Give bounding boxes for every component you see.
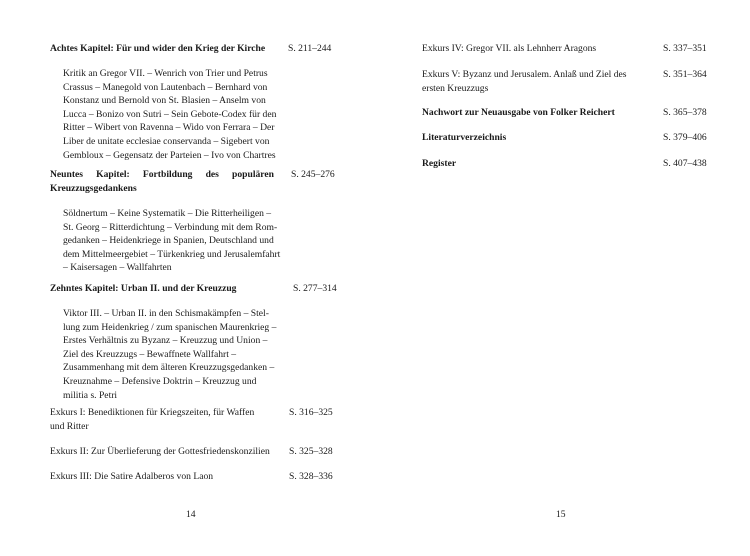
excursus-title: Exkurs V: Byzanz und Jerusalem. Anlaß und Ziel des ersten Kreuzzugs <box>422 69 627 94</box>
chapter-summary: Söldnertum – Keine Systematik – Die Ritterheiligen – St. Georg – Ritterdichtung – Verbindung mit dem Romgedanken – Heidenkriege in Spanien, Deutschland und dem Mittelmeergebiet – Türkenkrieg und Jerusalemfahrt – Kaisersagen – Wallfahrten <box>63 208 281 274</box>
chapter-title: Zehntes Kapitel: Urban II. und der Kreuzzug <box>50 283 237 294</box>
page-range: S. 337–351 <box>663 43 707 54</box>
page-range: S. 365–378 <box>663 107 707 118</box>
page-number: 15 <box>556 509 566 520</box>
right-page <box>375 0 750 556</box>
section-title: Register <box>422 158 457 169</box>
page-range: S. 407–438 <box>663 158 707 169</box>
section-title: Literaturverzeichnis <box>422 132 507 143</box>
page-range: S. 277–314 <box>293 283 337 294</box>
excursus-title: Exkurs I: Benediktionen für Kriegszeiten, für Waffen und Ritter <box>50 407 255 432</box>
excursus-title: Exkurs IV: Gregor VII. als Lehnherr Aragons <box>422 43 597 54</box>
section-title: Nachwort zur Neuausgabe von Folker Reichert <box>422 107 615 118</box>
page-range: S. 245–276 <box>291 169 335 180</box>
page-range: S. 351–364 <box>663 69 707 80</box>
chapter-summary: Viktor III. – Urban II. in den Schismakämpfen – Stellung zum Heidenkrieg / zum spanischen Maurenkrieg – Erstes Verhältnis zu Byzanz – Kreuzzug und Union – Ziel des Kreuzzugs – Bewaffnete Wallfahrt – Zusammenhang mit dem älteren Kreuzzugsgedanken – Kreuznahme – Defensive Doktrin – Kreuzzug und militia s. Petri <box>63 308 277 401</box>
excursus-title: Exkurs III: Die Satire Adalberos von Laon <box>50 471 214 482</box>
page-range: S. 211–244 <box>288 43 332 54</box>
page-range: S. 316–325 <box>289 407 333 418</box>
chapter-summary: Kritik an Gregor VII. – Wenrich von Trier und Petrus Crassus – Manegold von Lautenbach – Bernhard von Konstanz und Bernold von St. Blasien – Anselm von Lucca – Bonizo von Sutri – Sein Gebote-Codex für den Ritter – Wibert von Ravenna – Wido von Ferrara – Der Liber de unitate ecclesiae conservanda – Sigebert von Gembloux – Gegensatz der Parteien – Ivo von Chartres <box>63 68 277 161</box>
page-range: S. 325–328 <box>289 446 333 457</box>
page-number: 14 <box>186 509 196 520</box>
page-range: S. 379–406 <box>663 132 707 143</box>
chapter-title: Achtes Kapitel: Für und wider den Krieg der Kirche <box>50 43 266 54</box>
page-range: S. 328–336 <box>289 471 333 482</box>
chapter-title: Neuntes Kapitel: Fortbildung des populären Kreuzzugsgedankens <box>50 169 274 194</box>
excursus-title: Exkurs II: Zur Überlieferung der Gottesfriedenskonzilien <box>50 446 270 457</box>
